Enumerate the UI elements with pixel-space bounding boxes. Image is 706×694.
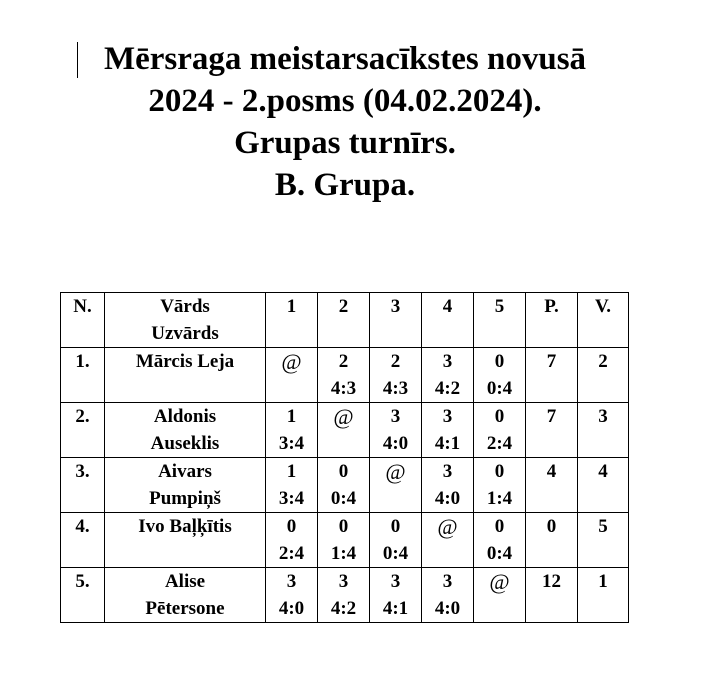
game-points: 3 (390, 406, 401, 427)
game-points: 3 (442, 351, 453, 372)
self-match-mark: @ (489, 569, 510, 594)
self-match-mark: @ (437, 514, 458, 539)
game-cell-1 (266, 513, 318, 568)
table-row (61, 458, 629, 513)
game-cell-3 (370, 348, 422, 403)
header-game-4: 4 (422, 293, 474, 348)
player-name (105, 458, 266, 513)
header-game-2: 2 (318, 293, 370, 348)
game-score: 4:3 (382, 378, 409, 399)
game-points: 3 (442, 461, 453, 482)
player-name-line: Aldonis (153, 406, 217, 427)
game-points: 1 (286, 461, 297, 482)
table-body (61, 348, 629, 623)
game-cell-4 (422, 568, 474, 623)
game-cell-1 (266, 348, 318, 403)
game-points: 3 (442, 406, 453, 427)
game-points: 0 (390, 516, 401, 537)
game-cell-1 (266, 403, 318, 458)
final-place: 2 (578, 348, 629, 403)
table-row (61, 568, 629, 623)
row-number: 2. (61, 403, 105, 458)
table-row (61, 348, 629, 403)
total-points: 12 (526, 568, 578, 623)
title-line-2: 2024 - 2.posms (04.02.2024). (148, 83, 542, 119)
game-cell-5 (474, 458, 526, 513)
game-score: 4:2 (434, 378, 461, 399)
total-points: 7 (526, 348, 578, 403)
game-points: 3 (390, 571, 401, 592)
player-name-line: Alise (164, 571, 206, 592)
game-cell-3 (370, 513, 422, 568)
game-points: 0 (494, 461, 505, 482)
header-name-line-1: Vārds (160, 296, 210, 317)
game-cell-3 (370, 458, 422, 513)
game-points: 1 (286, 406, 297, 427)
game-score: 4:0 (434, 488, 461, 509)
game-score: 0:4 (486, 543, 513, 564)
game-score: 0:4 (486, 378, 513, 399)
game-cell-1 (266, 568, 318, 623)
header-game-1: 1 (266, 293, 318, 348)
player-name-line: Pētersone (145, 598, 225, 619)
game-cell-5 (474, 568, 526, 623)
game-score: 3:4 (278, 433, 305, 454)
game-score: 4:1 (382, 598, 409, 619)
player-name (105, 403, 266, 458)
header-game-5: 5 (474, 293, 526, 348)
player-name (105, 513, 266, 568)
game-cell-4 (422, 513, 474, 568)
total-points: 0 (526, 513, 578, 568)
player-name-line: Auseklis (150, 433, 220, 454)
final-place: 4 (578, 458, 629, 513)
title-line-3: Grupas turnīrs. (234, 125, 456, 161)
game-score: 3:4 (278, 488, 305, 509)
game-cell-3 (370, 568, 422, 623)
final-place: 3 (578, 403, 629, 458)
row-number: 4. (61, 513, 105, 568)
header-place: V. (578, 293, 629, 348)
game-points: 3 (338, 571, 349, 592)
title-line-4: B. Grupa. (274, 167, 416, 203)
header-name-line-2: Uzvārds (151, 323, 219, 344)
header-game-3: 3 (370, 293, 422, 348)
header-row (61, 293, 629, 348)
game-points: 0 (494, 351, 505, 372)
game-score: 4:0 (382, 433, 409, 454)
player-name-line: Pumpiņš (149, 488, 221, 509)
game-cell-5 (474, 513, 526, 568)
player-name (105, 568, 266, 623)
results-table (60, 292, 629, 623)
table-row (61, 513, 629, 568)
game-score: 4:1 (434, 433, 461, 454)
total-points: 4 (526, 458, 578, 513)
game-cell-2 (318, 568, 370, 623)
title-line-1: Mērsraga meistarsacīkstes novusā (103, 41, 587, 77)
game-cell-2 (318, 403, 370, 458)
game-points: 2 (390, 351, 401, 372)
game-cell-4 (422, 458, 474, 513)
game-points: 3 (442, 571, 453, 592)
game-points: 2 (338, 351, 349, 372)
self-match-mark: @ (281, 349, 302, 374)
game-cell-1 (266, 458, 318, 513)
game-score: 4:0 (434, 598, 461, 619)
self-match-mark: @ (385, 459, 406, 484)
game-points: 0 (338, 516, 349, 537)
header-points: P. (526, 293, 578, 348)
game-cell-4 (422, 348, 474, 403)
row-number: 5. (61, 568, 105, 623)
player-name-line: Aivars (158, 461, 212, 482)
final-place: 5 (578, 513, 629, 568)
game-cell-2 (318, 458, 370, 513)
game-points: 0 (338, 461, 349, 482)
game-points: 0 (494, 406, 505, 427)
game-cell-4 (422, 403, 474, 458)
header-name (105, 293, 266, 348)
game-score: 4:0 (278, 598, 305, 619)
game-cell-3 (370, 403, 422, 458)
player-name-line: Mārcis Leja (135, 351, 235, 372)
game-score: 4:2 (330, 598, 357, 619)
row-number: 1. (61, 348, 105, 403)
document-title (0, 38, 690, 206)
game-score: 4:3 (330, 378, 357, 399)
game-cell-2 (318, 513, 370, 568)
game-score: 2:4 (486, 433, 513, 454)
game-points: 0 (286, 516, 297, 537)
game-points: 3 (286, 571, 297, 592)
game-cell-5 (474, 348, 526, 403)
header-number: N. (61, 293, 105, 348)
game-score: 2:4 (278, 543, 305, 564)
game-cell-5 (474, 403, 526, 458)
game-score: 1:4 (330, 543, 357, 564)
game-score: 1:4 (486, 488, 513, 509)
player-name (105, 348, 266, 403)
player-name-line: Ivo Baļķītis (138, 516, 232, 537)
self-match-mark: @ (333, 404, 354, 429)
game-score: 0:4 (330, 488, 357, 509)
final-place: 1 (578, 568, 629, 623)
row-number: 3. (61, 458, 105, 513)
total-points: 7 (526, 403, 578, 458)
game-cell-2 (318, 348, 370, 403)
table-row (61, 403, 629, 458)
game-points: 0 (494, 516, 505, 537)
game-score: 0:4 (382, 543, 409, 564)
